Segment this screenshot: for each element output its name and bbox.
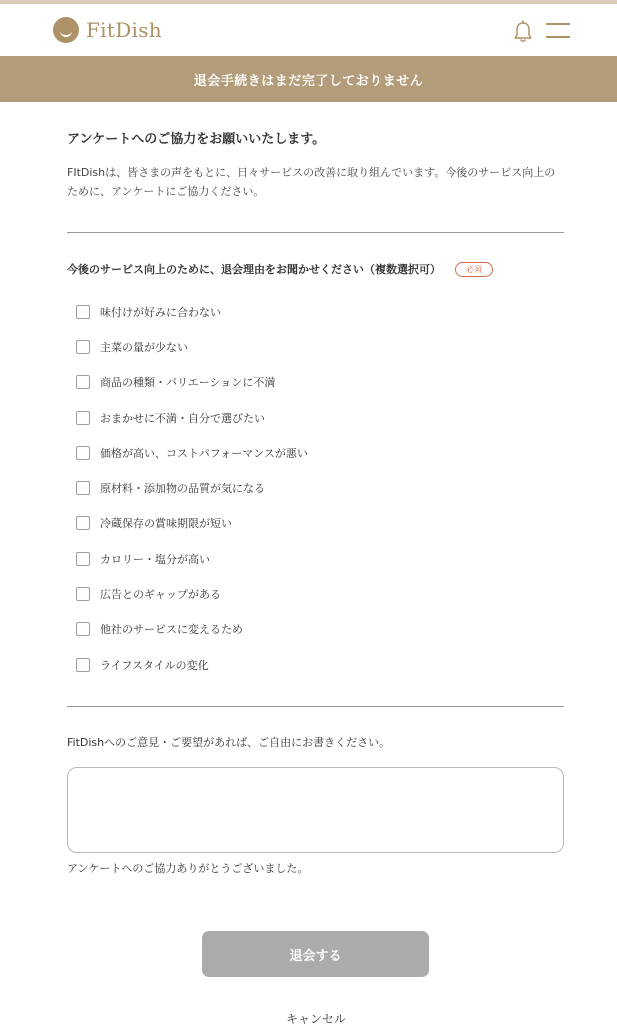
reason-option-label: 価格が高い、コストパフォーマンスが悪い — [100, 446, 308, 460]
checkbox[interactable] — [76, 340, 90, 354]
reason-option-label: ライフスタイルの変化 — [100, 658, 209, 672]
checkbox[interactable] — [76, 587, 90, 601]
cancel-link[interactable]: キャンセル — [285, 1012, 346, 1024]
reason-option-label: おまかせに不満・自分で選びたい — [100, 411, 265, 425]
reason-option-label: 商品の種類・バリエーションに不満 — [100, 376, 276, 390]
checkbox[interactable] — [76, 305, 90, 319]
reason-option[interactable] — [76, 329, 556, 364]
checkbox[interactable] — [76, 516, 90, 530]
thanks-message: アンケートへのご協力ありがとうございました。 — [67, 862, 309, 875]
hamburger-menu-icon[interactable] — [546, 21, 570, 41]
checkbox[interactable] — [76, 481, 90, 495]
reason-option[interactable] — [76, 506, 556, 541]
reason-option[interactable] — [76, 612, 556, 647]
survey-description: FItDishは、皆さまの声をもとに、日々サービスの改善に取り組んでいます。今後のサービス向上のために、アンケートにご協力ください。 — [67, 166, 556, 198]
checkbox[interactable] — [76, 411, 90, 425]
reason-option-label: カロリー・塩分が高い — [100, 552, 210, 566]
bell-icon[interactable] — [512, 20, 534, 44]
reason-option[interactable] — [76, 294, 556, 329]
opinion-textarea[interactable] — [67, 767, 564, 853]
reason-option-label: 主菜の量が少ない — [100, 340, 188, 354]
survey-title: アンケートへのご協力をお願いいたします。 — [67, 132, 326, 147]
checkbox[interactable] — [76, 552, 90, 566]
checkbox[interactable] — [76, 446, 90, 460]
reason-option[interactable] — [76, 365, 556, 400]
header — [0, 4, 617, 56]
reason-option-label: 冷蔵保存の賞味期限が短い — [100, 517, 232, 531]
reason-options — [76, 294, 556, 682]
withdraw-button[interactable]: 退会する — [202, 931, 429, 977]
checkbox[interactable] — [76, 375, 90, 389]
reason-option-label: 味付けが好みに合わない — [100, 305, 221, 319]
reason-option[interactable] — [76, 576, 556, 611]
divider — [67, 232, 564, 233]
logo[interactable] — [53, 16, 162, 44]
logo-text: FitDish — [86, 18, 162, 42]
reason-question-label: 今後のサービス向上のために、退会理由をお聞かせください（複数選択可） — [67, 263, 441, 276]
reason-option[interactable] — [76, 541, 556, 576]
smile-logo-icon — [53, 17, 79, 43]
reason-option-label: 原材料・添加物の品質が気になる — [100, 482, 265, 496]
withdrawal-incomplete-banner: 退会手続きはまだ完了しておりません — [0, 56, 617, 102]
divider — [67, 706, 564, 707]
opinion-label: FitDishへのご意見・ご要望があれば、ご自由にお書きください。 — [67, 736, 391, 749]
reason-option-label: 広告とのギャップがある — [100, 588, 221, 602]
reason-option[interactable] — [76, 435, 556, 470]
reason-option[interactable] — [76, 470, 556, 505]
checkbox[interactable] — [76, 658, 90, 672]
reason-option[interactable] — [76, 400, 556, 435]
reason-option[interactable] — [76, 647, 556, 682]
required-badge: 必須 — [455, 262, 493, 277]
checkbox[interactable] — [76, 622, 90, 636]
reason-question — [67, 260, 493, 278]
reason-option-label: 他社のサービスに変えるため — [100, 623, 243, 637]
